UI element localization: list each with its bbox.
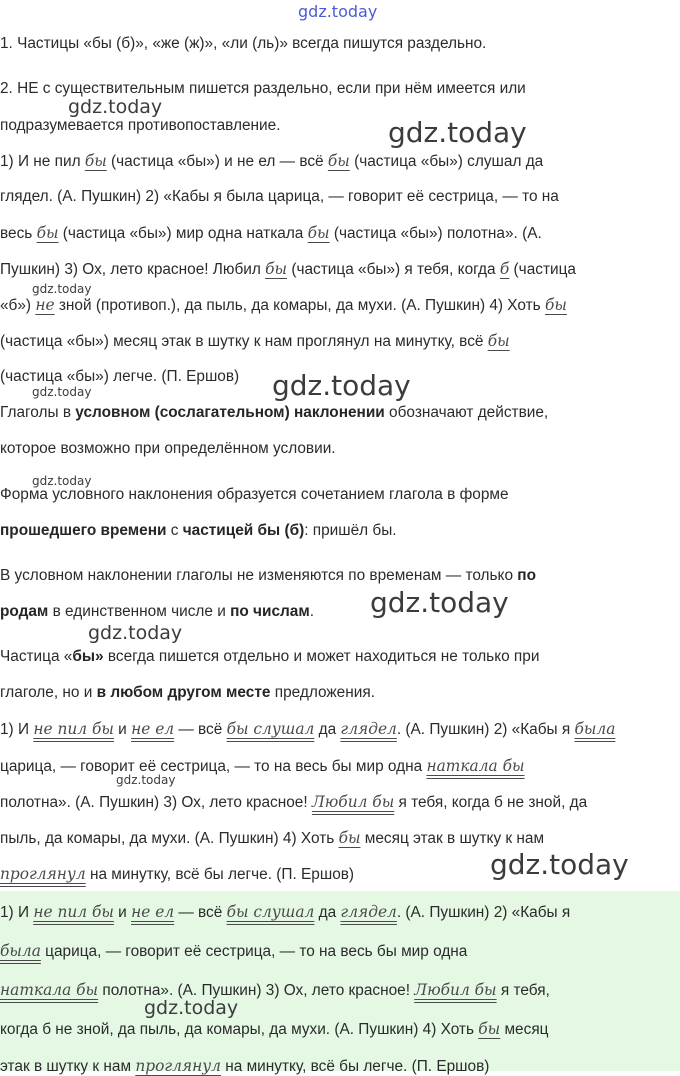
watermark: gdz.today [88, 622, 183, 644]
rule-2-line: подразумевается противопоставление. [0, 117, 281, 134]
watermark: gdz.today [116, 773, 176, 787]
answer-line: этак в шутку к нам проглянул на минутку, всё бы легче. (П. Ершов) [0, 1057, 490, 1075]
rule-1: 1. Частицы «бы (б)», «же (ж)», «ли (ль)» всегда пишутся раздельно. [0, 35, 487, 52]
watermark: gdz.today [32, 282, 92, 296]
example-line: Пушкин) 3) Ох, лето красное! Любил бы (частица «бы») я тебя, когда б (частица [0, 260, 576, 278]
answer-line: пыль, да комары, да мухи. (А. Пушкин) 4) Хоть бы месяц этак в шутку к нам [0, 829, 545, 847]
answer-line: 1) И не пил бы и не ел — всё бы слушал да глядел. (А. Пушкин) 2) «Кабы я была [0, 720, 616, 738]
rule-2-line: 2. НЕ с существительным пишется раздельно, если при нём имеется или [0, 80, 526, 97]
watermark: gdz.today [32, 474, 92, 488]
answer-line: царица, — говорит её сестрица, — то на весь бы мир одна наткала бы [0, 757, 525, 775]
watermark: gdz.today [490, 848, 629, 881]
answer-line: была царица, — говорит её сестрица, — то на весь бы мир одна [0, 942, 468, 960]
answer-line: 1) И не пил бы и не ел — всё бы слушал да глядел. (А. Пушкин) 2) «Кабы я [0, 903, 571, 921]
answer-line: когда б не зной, да пыль, да комары, да мухи. (А. Пушкин) 4) Хоть бы месяц [0, 1020, 549, 1038]
watermark: gdz.today [144, 997, 239, 1019]
watermark: gdz.today [298, 2, 378, 21]
theory-line: которое возможно при определённом условии. [0, 440, 336, 457]
theory-line: родам в единственном числе и по числам. [0, 603, 315, 620]
theory-line: глаголе, но и в любом другом месте предложения. [0, 684, 375, 701]
example-line: глядел. (А. Пушкин) 2) «Кабы я была царица, — говорит её сестрица, — то на [0, 188, 559, 205]
theory-line: В условном наклонении глаголы не изменяются по временам — только по [0, 567, 536, 584]
watermark: gdz.today [272, 369, 411, 402]
answer-line: полотна». (А. Пушкин) 3) Ох, лето красное! Любил бы я тебя, когда б не зной, да [0, 793, 588, 811]
watermark: gdz.today [68, 96, 163, 118]
example-line: 1) И не пил бы (частица «бы») и не ел — всё бы (частица «бы») слушал да [0, 152, 544, 170]
answer-line: наткала бы полотна». (А. Пушкин) 3) Ох, лето красное! Любил бы я тебя, [0, 981, 550, 999]
theory-line: прошедшего времени с частицей бы (б): пришёл бы. [0, 522, 397, 539]
theory-line: Глаголы в условном (сослагательном) наклонении обозначают действие, [0, 404, 549, 421]
example-line: (частица «бы») легче. (П. Ершов) [0, 368, 240, 385]
theory-line: Частица «бы» всегда пишется отдельно и может находиться не только при [0, 648, 540, 665]
example-line: «б») не зной (противоп.), да пыль, да комары, да мухи. (А. Пушкин) 4) Хоть бы [0, 296, 567, 314]
example-line: весь бы (частица «бы») мир одна наткала бы (частица «бы») полотна». (А. [0, 224, 542, 242]
example-line: (частица «бы») месяц этак в шутку к нам проглянул на минутку, всё бы [0, 332, 510, 350]
watermark: gdz.today [370, 586, 509, 619]
answer-line: проглянул на минутку, всё бы легче. (П. Ершов) [0, 865, 355, 883]
theory-line: Форма условного наклонения образуется сочетанием глагола в форме [0, 486, 509, 503]
watermark: gdz.today [388, 116, 527, 149]
watermark: gdz.today [32, 385, 92, 399]
